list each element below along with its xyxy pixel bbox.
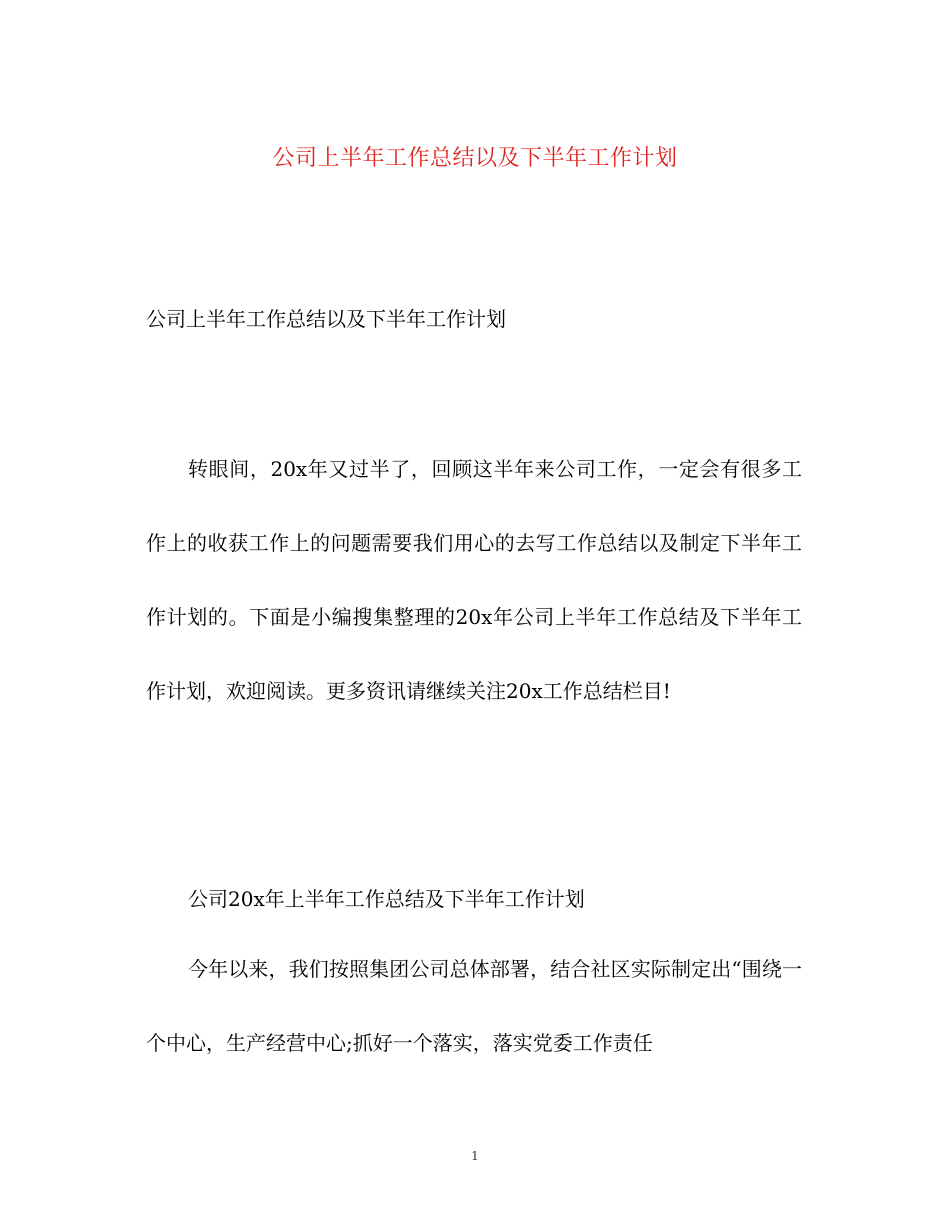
section-paragraph: 今年以来，我们按照集团公司总体部署，结合社区实际制定出“围绕一个中心，生产经营中心;抓好一个落实，落实党委工作责任 bbox=[146, 957, 802, 1055]
page-number: 1 bbox=[471, 1149, 479, 1163]
section-heading: 公司20x年上半年工作总结及下半年工作计划 bbox=[188, 887, 585, 911]
document-title: 公司上半年工作总结以及下半年工作计划 bbox=[272, 146, 678, 171]
intro-paragraph: 转眼间，20x年又过半了，回顾这半年来公司工作，一定会有很多工作上的收获工作上的问题需要我们用心的去写工作总结以及制定下半年工作计划的。下面是小编搜集整理的20x年公司上半年工作总结及下半年工作计划，欢迎阅读。更多资讯请继续关注20x工作总结栏目! bbox=[146, 457, 802, 703]
document-subtitle: 公司上半年工作总结以及下半年工作计划 bbox=[146, 307, 506, 331]
